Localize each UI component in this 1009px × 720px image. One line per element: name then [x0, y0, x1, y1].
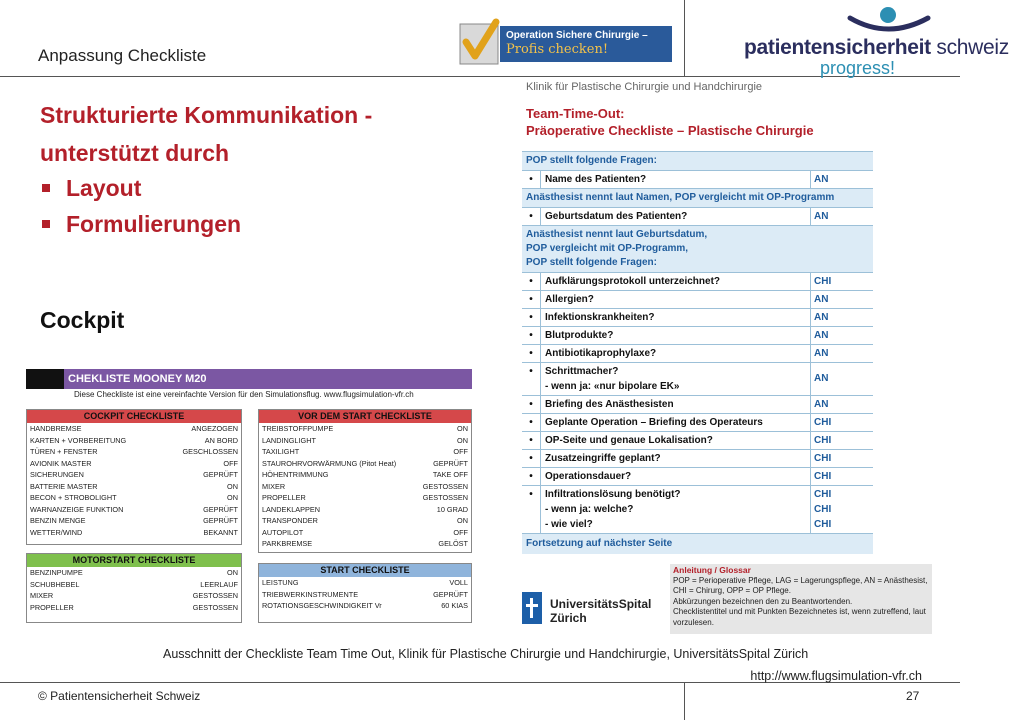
tto-responsible-line: CHI: [814, 489, 832, 500]
checklist-row: [27, 492, 241, 504]
bullet-dot-icon: •: [529, 348, 533, 359]
tto-section-line: POP stellt folgende Fragen:: [526, 257, 657, 268]
bullet-dot-icon: •: [529, 435, 533, 446]
os-logo-line1: Operation Sichere Chirurgie –: [506, 30, 648, 41]
checklist-row: [27, 504, 241, 516]
tto-question-text: Aufklärungsprotokoll unterzeichnet?: [540, 273, 810, 290]
checklist-row: [259, 446, 471, 458]
checklist-item: WARNANZEIGE FUNKTION: [30, 504, 124, 514]
tto-section-line: POP vergleicht mit OP-Programm,: [526, 243, 689, 254]
checklist-item: LANDINGLIGHT: [262, 435, 316, 445]
tto-subtitle: Präoperative Checkliste – Plastische Chirurgie: [526, 123, 814, 138]
checklist-item: LANDEKLAPPEN: [262, 504, 320, 514]
checklist-row: [27, 446, 241, 458]
checklist-value: ON: [227, 568, 238, 577]
checklist-item: BATTERIE MASTER: [30, 481, 98, 491]
checklist-row: [27, 469, 241, 481]
bullet-dot-icon: •: [529, 276, 533, 287]
headline: [40, 96, 372, 172]
tto-question-line: - wenn ja: «nur bipolare EK»: [545, 381, 680, 392]
motorstart-box: [26, 553, 242, 623]
checklist-item: BECON + STROBOLIGHT: [30, 493, 117, 502]
bullet-item: Layout: [40, 170, 241, 206]
checklist-row: [27, 515, 241, 527]
tto-question: [522, 363, 873, 396]
footer-vertical-divider: [684, 682, 685, 720]
checklist-row: [27, 527, 241, 539]
checklist-row: [27, 435, 241, 447]
mooney-checklist: [26, 369, 472, 610]
checklist-value: 60 KIAS: [441, 601, 468, 610]
tto-question: [522, 208, 873, 226]
vor-dem-start-box: [258, 409, 472, 553]
tto-question-line: - wenn ja: welche?: [545, 504, 634, 515]
checklist-row: [27, 423, 241, 435]
checklist-row: [259, 538, 471, 550]
checklist-value: ON: [457, 435, 468, 445]
bullet-list: [40, 170, 241, 242]
tto-responsible-line: CHI: [814, 519, 832, 530]
tto-responsible: CHI: [810, 432, 873, 449]
checklist-item: TAXILIGHT: [262, 447, 300, 456]
tto-responsible: AN: [810, 208, 873, 225]
legend-line: vorzulesen.: [673, 617, 714, 627]
bullet-dot-icon: •: [529, 417, 533, 428]
bullet-dot-icon: •: [529, 366, 533, 377]
square-bullet-icon: [42, 184, 50, 192]
tto-question: [522, 291, 873, 309]
tto-responsible: AN: [810, 171, 873, 188]
checklist-row: [27, 590, 241, 602]
checklist-value: GEPRÜFT: [203, 516, 238, 525]
checklist-value: GEPRÜFT: [203, 504, 238, 514]
checklist-row: [27, 579, 241, 591]
tto-question: [522, 171, 873, 189]
ps-logo-text: patientensicherheit schweiz: [744, 36, 1009, 59]
checklist-item: PROPELLER: [262, 493, 306, 502]
tto-question: [522, 486, 873, 534]
checklist-item: STAUROHRVORWÄRMUNG (Pitot Heat): [262, 458, 397, 468]
checklist-row: [27, 458, 241, 470]
motorstart-title: MOTORSTART CHECKLISTE: [27, 554, 241, 567]
bullet-item: Formulierungen: [40, 206, 241, 242]
checklist-value: ANGEZOGEN: [191, 424, 238, 433]
tto-question: [522, 345, 873, 363]
tto-question: [522, 468, 873, 486]
checklist-value: ON: [457, 424, 468, 433]
cockpit-label: Cockpit: [40, 307, 125, 333]
tto-question-text: Antibiotikaprophylaxe?: [540, 345, 810, 362]
checklist-value: GEPRÜFT: [433, 589, 468, 599]
mooney-title: CHEKLISTE MOONEY M20: [68, 373, 207, 385]
tto-legend: [670, 564, 932, 634]
tto-question: [522, 273, 873, 291]
checklist-value: VOLL: [449, 578, 468, 587]
bullet-dot-icon: •: [529, 312, 533, 323]
tto-question: [522, 432, 873, 450]
tto-responsible: AN: [810, 327, 873, 344]
tto-responsible: CHI: [810, 450, 873, 467]
usz-name-line2: Zürich: [550, 611, 587, 625]
tto-responsible-line: CHI: [814, 504, 832, 515]
tto-responsible: [810, 486, 873, 533]
checklist-value: OFF: [223, 458, 238, 468]
operation-sichere-chirurgie-logo: [460, 18, 674, 68]
checklist-value: TAKE OFF: [432, 470, 468, 479]
checklist-row: [259, 577, 471, 589]
tto-question-text: OP-Seite und genaue Lokalisation?: [540, 432, 810, 449]
tto-responsible: CHI: [810, 273, 873, 290]
footer-copyright: © Patientensicherheit Schweiz: [38, 689, 201, 703]
tto-question: [522, 309, 873, 327]
checklist-item: MIXER: [30, 591, 54, 600]
tto-question: [522, 396, 873, 414]
checklist-item: WETTER/WIND: [30, 527, 83, 537]
tto-title: Team-Time-Out:: [526, 106, 625, 121]
checklist-value: LEERLAUF: [200, 579, 238, 589]
checklist-item: KARTEN + VORBEREITUNG: [30, 435, 127, 445]
checklist-item: TRIEBWERKINSTRUMENTE: [262, 589, 359, 599]
header-title: Anpassung Checkliste: [38, 46, 207, 65]
tto-responsible: AN: [810, 363, 873, 395]
checklist-value: ON: [227, 493, 238, 502]
checklist-item: HANDBREMSE: [30, 424, 82, 433]
checklist-item: BENZIN MENGE: [30, 516, 86, 525]
mooney-header-black: [26, 369, 64, 389]
headline-line-1: Strukturierte Kommunikation -: [40, 102, 373, 128]
checklist-value: ON: [227, 481, 238, 491]
checklist-item: MIXER: [262, 481, 286, 491]
tto-question-text: Briefing des Anästhesisten: [540, 396, 810, 413]
tto-question: [522, 450, 873, 468]
checklist-item: TRANSPONDER: [262, 516, 318, 525]
header-vertical-divider: [684, 0, 685, 76]
patientensicherheit-logo: [700, 6, 1009, 78]
page-number: 27: [906, 689, 920, 703]
tto-question-text: Geplante Operation – Briefing des Operateurs: [540, 414, 810, 431]
tto-responsible: AN: [810, 291, 873, 308]
checklist-value: GESTOSSEN: [422, 493, 468, 502]
tto-question-text: [540, 486, 810, 533]
checklist-item: PARKBREMSE: [262, 539, 313, 548]
checklist-row: [259, 589, 471, 601]
checklist-value: GESTOSSEN: [192, 602, 238, 612]
checklist-row: [27, 602, 241, 614]
figure-caption: Ausschnitt der Checkliste Team Time Out, Klinik für Plastische Chirurgie und Handchirurgie, UniversitätsSpital Zürich: [163, 647, 809, 661]
tto-responsible: CHI: [810, 468, 873, 485]
checklist-value: BEKANNT: [203, 527, 238, 537]
checklist-row: [27, 567, 241, 579]
tto-question-grid: [522, 151, 873, 554]
checklist-row: [259, 527, 471, 539]
bullet-dot-icon: •: [529, 330, 533, 341]
checklist-item: HÖHENTRIMMUNG: [262, 470, 329, 479]
vor-dem-start-title: VOR DEM START CHECKLISTE: [259, 410, 471, 423]
checklist-value: GESTOSSEN: [192, 591, 238, 600]
tto-section: Anästhesist nennt laut Namen, POP vergleicht mit OP-Programm: [522, 189, 873, 208]
checklist-value: 10 GRAD: [436, 504, 468, 514]
bullet-dot-icon: •: [529, 174, 533, 185]
checklist-item: LEISTUNG: [262, 578, 299, 587]
tto-section: POP stellt folgende Fragen:: [522, 152, 873, 171]
legend-line: POP = Perioperative Pflege, LAG = Lagerungspflege, AN = Anästhesist,: [673, 575, 928, 585]
tto-question-text: Infektionskrankheiten?: [540, 309, 810, 326]
checklist-row: [259, 515, 471, 527]
checklist-item: TÜREN + FENSTER: [30, 447, 98, 456]
checklist-row: [259, 469, 471, 481]
checklist-item: AVIONIK MASTER: [30, 458, 92, 468]
checklist-row: [259, 435, 471, 447]
checklist-row: [259, 504, 471, 516]
checklist-value: OFF: [453, 447, 468, 456]
usz-mark-icon: [522, 592, 542, 624]
checklist-row: [259, 423, 471, 435]
checklist-value: GELÖST: [438, 539, 468, 548]
header-divider: [0, 76, 960, 77]
tto-responsible: AN: [810, 309, 873, 326]
bullet-dot-icon: •: [529, 294, 533, 305]
checklist-item: PROPELLER: [30, 602, 74, 612]
cockpit-checklist-box: [26, 409, 242, 545]
bullet-dot-icon: •: [529, 453, 533, 464]
checklist-value: GESCHLOSSEN: [182, 447, 238, 456]
bullet-dot-icon: •: [529, 211, 533, 222]
tto-question-text: [540, 363, 810, 395]
checklist-item: ROTATIONSGESCHWINDIGKEIT Vr: [262, 601, 382, 610]
checklist-item: SICHERUNGEN: [30, 470, 84, 479]
bullet-dot-icon: •: [529, 399, 533, 410]
tto-question: [522, 414, 873, 432]
universitaetsspital-logo: [522, 589, 662, 629]
tto-question-line: Infiltrationslösung benötigt?: [545, 489, 681, 500]
team-time-out-checklist: [522, 78, 934, 634]
tto-question-line: Schrittmacher?: [545, 366, 619, 377]
checklist-item: BENZINPUMPE: [30, 568, 83, 577]
os-logo-line2: Profis checken!: [506, 42, 609, 57]
tto-footer: Fortsetzung auf nächster Seite: [522, 534, 873, 554]
checklist-item: TREIBSTOFFPUMPE: [262, 424, 334, 433]
bullet-dot-icon: •: [529, 471, 533, 482]
tto-responsible: CHI: [810, 414, 873, 431]
checklist-value: GESTOSSEN: [422, 481, 468, 491]
usz-name-line1: UniversitätsSpital: [550, 597, 652, 611]
tto-question-text: Zusatzeingriffe geplant?: [540, 450, 810, 467]
tto-responsible: AN: [810, 345, 873, 362]
clinic-name: Klinik für Plastische Chirurgie und Handchirurgie: [526, 81, 763, 93]
checklist-value: GEPRÜFT: [203, 470, 238, 479]
tto-question-line: - wie viel?: [545, 519, 593, 530]
bullet-dot-icon: •: [529, 489, 533, 500]
headline-line-2: unterstützt durch: [40, 140, 230, 166]
cockpit-checklist-title: COCKPIT CHECKLISTE: [27, 410, 241, 423]
tto-question-text: Blutprodukte?: [540, 327, 810, 344]
checklist-value: GEPRÜFT: [433, 458, 468, 468]
tto-question-text: Name des Patienten?: [540, 171, 810, 188]
square-bullet-icon: [42, 220, 50, 228]
legend-line: Checklistentitel und mit Punkten Bezeichnetes ist, wenn zutreffend, laut: [673, 607, 926, 616]
checklist-row: [259, 492, 471, 504]
tto-section-line: Anästhesist nennt laut Geburtsdatum,: [526, 229, 708, 240]
legend-line: Abkürzungen bezeichnen den zu Beantwortenden.: [673, 596, 853, 606]
legend-line: CHI = Chirurg, OPP = OP Pflege.: [673, 586, 791, 595]
checklist-value: ON: [457, 516, 468, 525]
tto-section: [522, 226, 873, 273]
checklist-row: [259, 481, 471, 493]
tto-responsible: AN: [810, 396, 873, 413]
tto-question-text: Operationsdauer?: [540, 468, 810, 485]
checklist-value: AN BORD: [204, 435, 238, 445]
tto-question-text: Geburtsdatum des Patienten?: [540, 208, 810, 225]
tto-question: [522, 327, 873, 345]
source-link[interactable]: http://www.flugsimulation-vfr.ch: [750, 669, 922, 683]
checklist-row: [27, 481, 241, 493]
checklist-item: SCHUBHEBEL: [30, 579, 80, 589]
mooney-subtitle: Diese Checkliste ist eine vereinfachte Version für den Simulationsflug. www.flugsimulation-vfr.ch: [74, 390, 414, 399]
tto-question-text: Allergien?: [540, 291, 810, 308]
start-box: [258, 563, 472, 623]
ps-logo-tag: progress!: [820, 58, 896, 78]
checklist-item: AUTOPILOT: [262, 527, 304, 537]
checklist-row: [259, 458, 471, 470]
start-title: START CHECKLISTE: [259, 564, 471, 577]
checklist-value: OFF: [453, 527, 468, 537]
checklist-row: [259, 600, 471, 612]
legend-title: Anleitung / Glossar: [673, 565, 751, 575]
